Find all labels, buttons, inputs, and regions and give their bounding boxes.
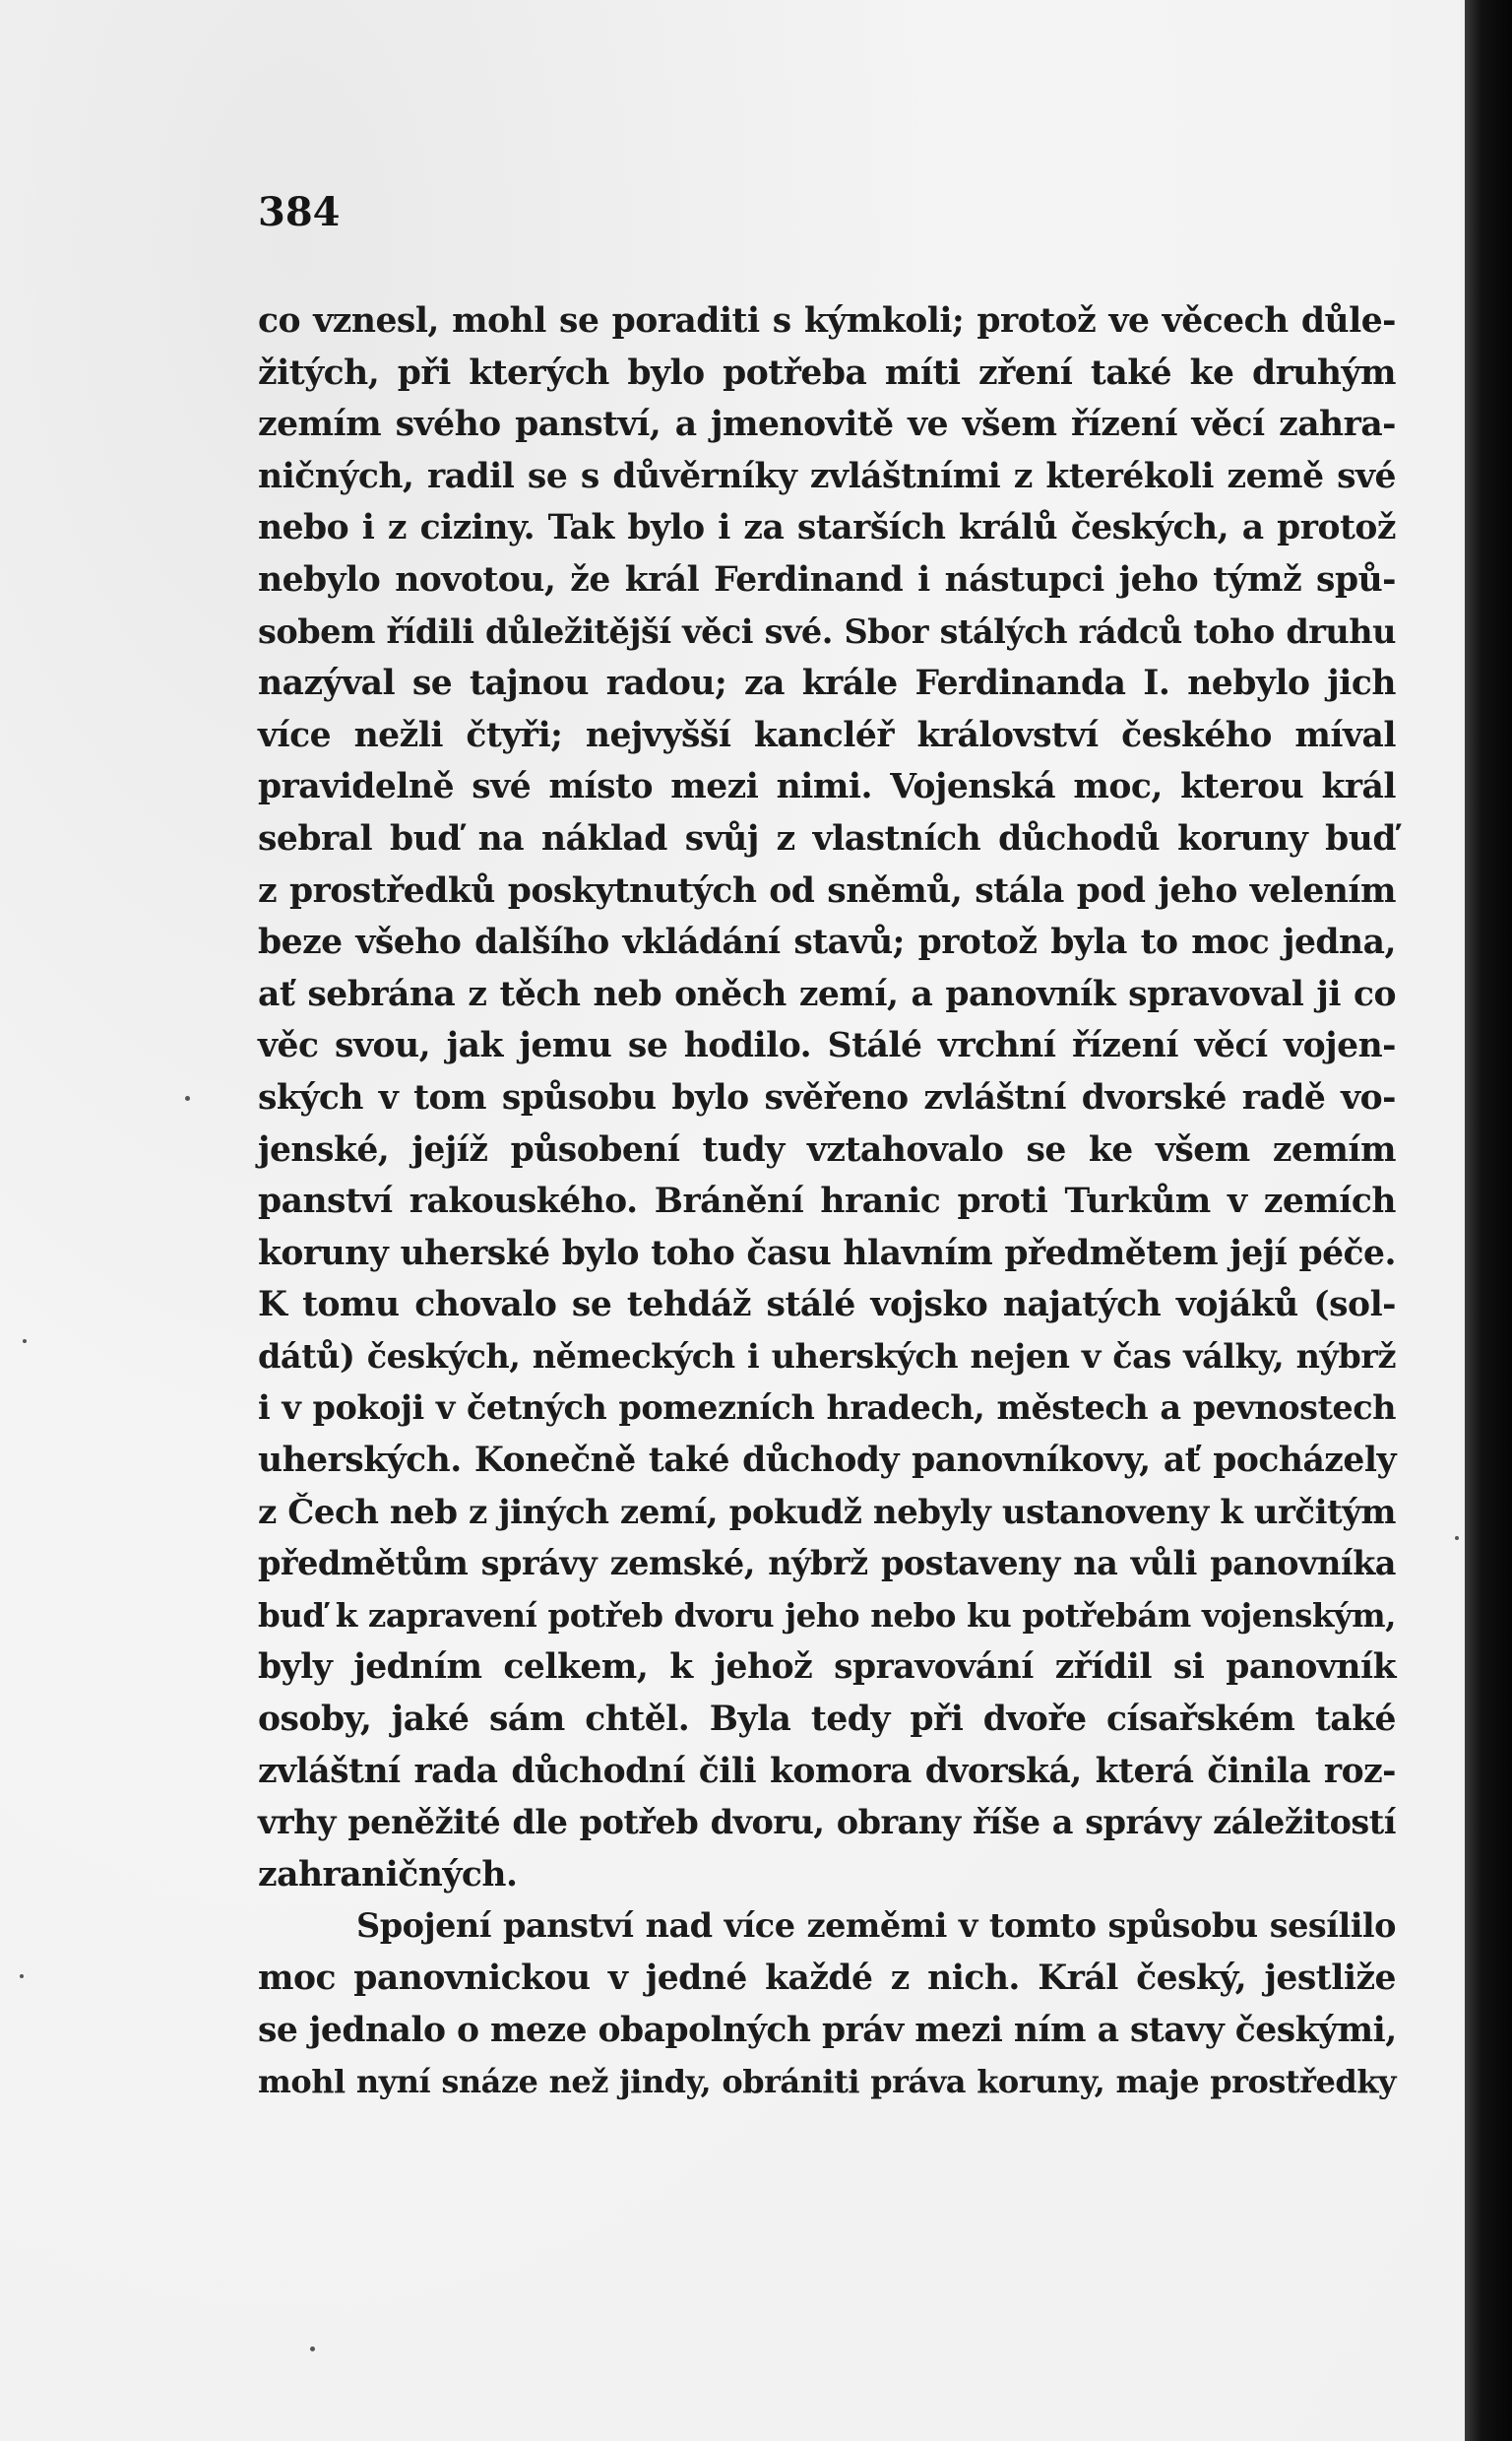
paper-speck [1455,1536,1459,1540]
text-line: věc svou, jak jemu se hodilo. Stálé vrchní řízení věcí vojen- [258,1026,1396,1066]
text-line: osoby, jaké sám chtěl. Byla tedy při dvoře císařském také [258,1700,1396,1740]
text-line: buď k zapravení potřeb dvoru jeho nebo ku potřebám vojenským, [258,1595,1396,1635]
text-line: byly jedním celkem, k jehož spravování zřídil si panovník [258,1647,1396,1688]
text-line: pravidelně své místo mezi nimi. Vojenská moc, kterou král [258,767,1396,807]
paper-speck [23,1339,27,1343]
text-line: K tomu chovalo se tehdáž stálé vojsko najatých vojáků (sol- [258,1285,1396,1325]
text-line: vrhy peněžité dle potřeb dvoru, obrany říše a správy záležitostí [258,1803,1396,1842]
text-line: i v pokoji v četných pomezních hradech, městech a pevnostech [258,1388,1396,1428]
page-number: 384 [258,189,341,235]
text-line: dátů) českých, německých i uherských nejen v čas války, nýbrž [258,1336,1396,1376]
paper-speck [20,1974,24,1978]
text-line: uherských. Konečně také důchody panovníkovy, ať pocházely [258,1441,1396,1481]
text-line: předmětům správy zemské, nýbrž postaveny na vůli panovníka [258,1544,1396,1583]
text-line: co vznesl, mohl se poraditi s kýmkoli; protož ve věcech důle- [258,301,1396,341]
text-line: mohl nyní snáze než jindy, obrániti práva koruny, maje prostředky [258,2063,1396,2101]
text-line: z Čech neb z jiných zemí, pokudž nebyly ustanoveny k určitým [258,1492,1396,1532]
text-line: se jednalo o meze obapolných práv mezi ním a stavy českými, [258,2010,1397,2050]
text-line: zahraničných. [258,1854,518,1895]
paragraph [258,1900,1396,2107]
text-line: žitých, při kterých bylo potřeba míti zření také ke druhým [258,353,1396,393]
text-line: nebylo novotou, že král Ferdinand i nástupci jeho týmž spů- [258,559,1396,600]
body-text [258,295,1396,2108]
text-line: jenské, jejíž působení tudy vztahovalo se ke všem zemím [258,1129,1396,1170]
text-line: ničných, radil se s důvěrníky zvláštními z kterékoli země své [258,456,1396,496]
text-line: beze všeho dalšího vkládání stavů; protož byla to moc jedna, [258,923,1396,963]
text-line: ských v tom spůsobu bylo svěřeno zvláštní dvorské radě vo- [258,1077,1396,1118]
scan-edge-shadow [1465,0,1512,2441]
text-line: z prostředků poskytnutých od sněmů, stála pod jeho velením [258,870,1396,911]
text-line: ať sebrána z těch neb oněch zemí, a panovník spravoval ji co [258,974,1396,1014]
text-line: sobem řídili důležitější věci své. Sbor stálých rádců toho druhu [258,611,1396,651]
text-line: nazýval se tajnou radou; za krále Ferdinanda I. nebylo jich [258,664,1396,704]
text-line: Spojení panství nad více zeměmi v tomto spůsobu sesílilo [356,1906,1396,1946]
text-line: nebo i z ciziny. Tak bylo i za starších králů českých, a protož [258,508,1396,548]
text-line: moc panovnickou v jedné každé z nich. Král český, jestliže [258,1959,1396,1998]
text-line: více nežli čtyři; nejvyšší kancléř království českého míval [258,715,1396,755]
text-line: zemím svého panství, a jmenovitě ve všem řízení věcí zahra- [258,405,1396,445]
text-line: koruny uherské bylo toho času hlavním předmětem její péče. [258,1233,1396,1273]
text-line: sebral buď na náklad svůj z vlastních důchodů koruny buď [258,818,1396,859]
text-line: zvláštní rada důchodní čili komora dvorská, která činila roz- [258,1751,1396,1791]
paper-speck [310,2346,315,2351]
text-line: panství rakouského. Bránění hranic proti Turkům v zemích [258,1182,1396,1222]
paragraph [258,295,1396,1900]
paper-speck [185,1096,190,1101]
